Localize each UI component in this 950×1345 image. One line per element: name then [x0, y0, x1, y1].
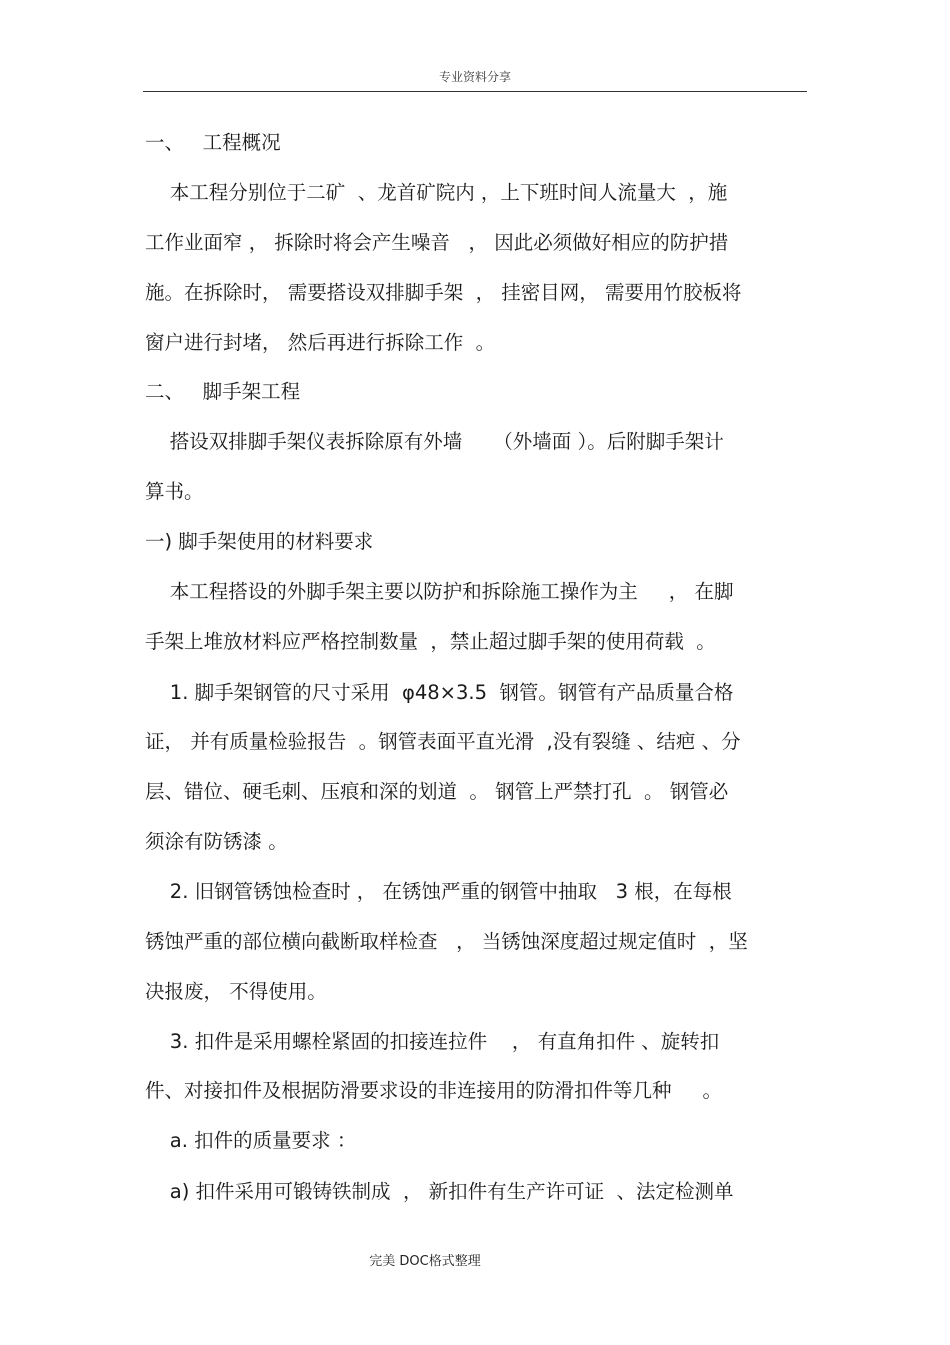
body-line: 须涂有防锈漆 。	[145, 830, 288, 853]
body-line: 决报废， 不得使用。	[145, 980, 327, 1003]
body-line: 本工程分别位于二矿 、龙首矿院内 ，上下班时间人流量大 ，施	[145, 181, 728, 204]
header-divider	[143, 91, 807, 92]
body-line: 窗户进行封堵， 然后再进行拆除工作 。	[145, 331, 496, 354]
body-line: 施。在拆除时， 需要搭设双排脚手架 ， 挂密目网， 需要用竹胶板将	[145, 281, 742, 304]
body-line: 层、错位、硬毛刺、压痕和深的划道 。 钢管上严禁打孔 。 钢管必	[145, 780, 729, 803]
section-heading: 一、 工程概况	[145, 131, 281, 154]
body-line: 本工程搭设的外脚手架主要以防护和拆除施工操作为主 ， 在脚	[145, 580, 734, 603]
section-heading: 二、 脚手架工程	[145, 380, 301, 403]
body-line: 算书。	[145, 480, 204, 503]
body-line: 1. 脚手架钢管的尺寸采用 φ48×3.5 钢管。钢管有产品质量合格	[145, 681, 734, 704]
body-line: a) 扣件采用可锻铸铁制成 ， 新扣件有生产许可证 、法定检测单	[145, 1180, 734, 1203]
body-line: 件、对接扣件及根据防滑要求设的非连接用的防滑扣件等几种 。	[145, 1079, 722, 1102]
body-line: 锈蚀严重的部位横向截断取样检查 ， 当锈蚀深度超过规定值时 ，坚	[145, 930, 748, 953]
body-line: 工作业面窄 ， 拆除时将会产生噪音 ， 因此必须做好相应的防护措	[145, 231, 729, 254]
body-line: 证， 并有质量检验报告 。钢管表面平直光滑 ,没有裂缝 、结疤 、分	[145, 730, 741, 753]
body-line: 搭设双排脚手架仪表拆除原有外墙 （外墙面 ）。后附脚手架计	[145, 430, 724, 453]
page-footer-text: 完美 DOC格式整理	[369, 1254, 481, 1269]
body-line: a. 扣件的质量要求 ：	[145, 1129, 357, 1152]
page-header-title: 专业资料分享	[438, 70, 511, 84]
body-line: 手架上堆放材料应严格控制数量 ，禁止超过脚手架的使用荷载 。	[145, 630, 716, 653]
subsection-heading: 一) 脚手架使用的材料要求	[145, 530, 374, 553]
body-line: 2. 旧钢管锈蚀检查时 ， 在锈蚀严重的钢管中抽取 3 根，在每根	[145, 880, 732, 903]
body-line: 3. 扣件是采用螺栓紧固的扣接连拉件 ， 有直角扣件 、旋转扣	[145, 1030, 720, 1053]
